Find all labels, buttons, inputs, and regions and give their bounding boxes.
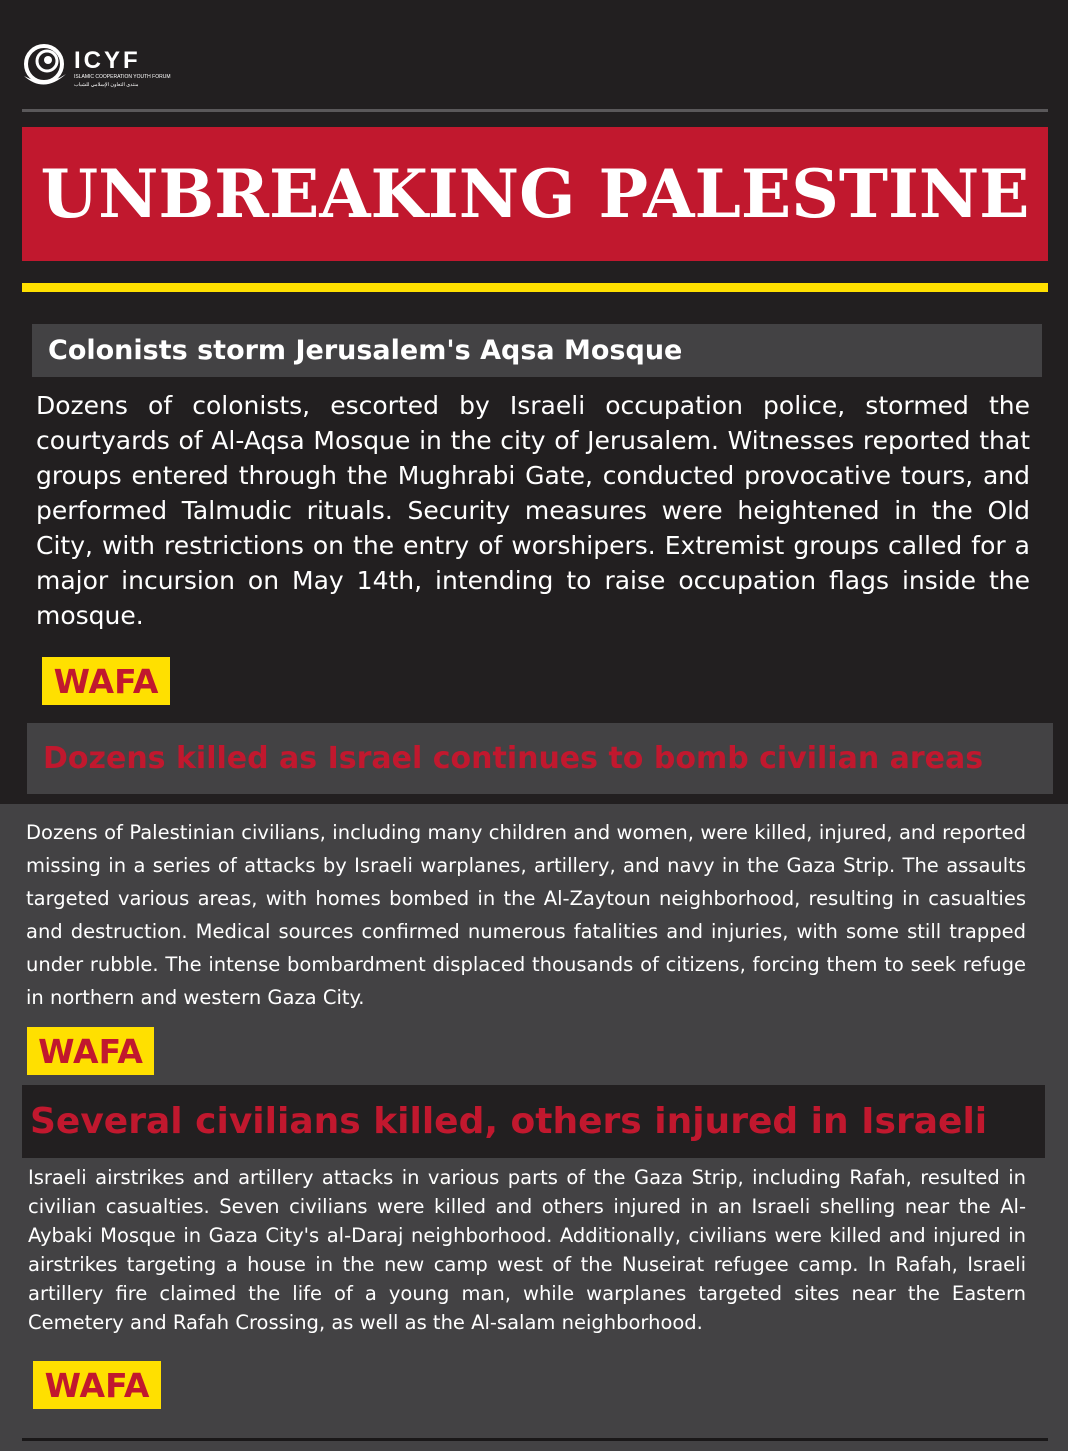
article-2-body: Dozens of Palestinian civilians, including many children and women, were killed, injured, and reported missing in a series of attacks by Israeli warplanes, artillery, and navy in the Gaza Strip. The assaults targeted various areas, with homes bombed in the Al-Zaytoun neighborhood, resulting in casualties and destruction. Medical sources confirmed numerous fatalities and injuries, with some still trapped under rubble. The intense bombardment displaced thousands of citizens, forcing them to seek refuge in northern and western Gaza City. [26,821,1026,1009]
crescent-swirl-logo-icon [20,42,70,92]
article-2-headline: Dozens killed as Israel continues to bomb civilian areas [27,723,1053,794]
title-banner [22,127,1048,261]
article-2-source-badge: WAFA [27,1027,154,1075]
top-divider [22,109,1048,112]
yellow-divider [22,283,1048,292]
article-3-body: Israeli airstrikes and artillery attacks in various parts of the Gaza Strip, including Rafah, resulted in civilian casualties. Seven civilians were killed and others injured in an Israeli shelling near the Al-Aybaki Mosque in Gaza City's al-Daraj neighborhood. Additionally, civilians were killed and injured in airstrikes targeting a house in the new camp west of the Nuseirat refugee camp. In Rafah, Israeli artillery fire claimed the life of a young man, while warplanes targeted sites near the Eastern Cemetery and Rafah Crossing, as well as the Al-salam neighborhood. [28,1166,1026,1334]
brand-subtitle-ar: منتدى التعاون الإسلامي للشباب [74,82,139,88]
article-1-headline: Colonists storm Jerusalem's Aqsa Mosque [32,324,1042,377]
page-title: UNBREAKING PALESTINE [40,155,1030,233]
bottom-divider [22,1438,1048,1441]
icyf-logo [20,42,171,102]
brand-name: ICYF [74,47,141,74]
article-1-body: Dozens of colonists, escorted by Israeli occupation police, stormed the courtyards of Al-Aqsa Mosque in the city of Jerusalem. Witnesses reported that groups entered through the Mughrabi Gate, conducted provocative tours, and performed Talmudic rituals. Security measures were heightened in the Old City, with restrictions on the entry of worshipers. Extremist groups called for a major incursion on May 14th, intending to raise occupation flags inside the mosque. [36,391,1030,630]
article-3-source-badge: WAFA [33,1361,161,1409]
article-3-headline: Several civilians killed, others injured in Israeli [22,1085,1045,1158]
article-1-source-badge: WAFA [42,657,170,705]
brand-subtitle-en: ISLAMIC COOPERATION YOUTH FORUM [74,74,171,80]
